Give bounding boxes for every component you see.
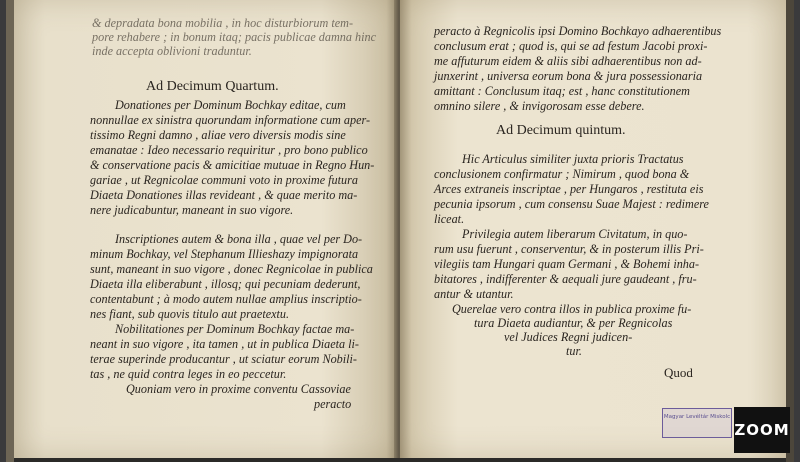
book-edge-right bbox=[786, 0, 794, 462]
right-line: conclusionem confirmatur ; Nimirum , quod bona & bbox=[434, 167, 690, 181]
left-line: Donationes per Dominum Bochkay editae, cum bbox=[115, 98, 346, 112]
right-line: amittant : Conclusum itaq; est , hanc constitutionem bbox=[434, 84, 690, 98]
left-line: neant in suo vigore , ita tamen , ut in publica Diaeta li- bbox=[90, 337, 359, 351]
left-line: pore rehabere ; in bonum itaq; pacis publicae damna hinc bbox=[92, 30, 376, 44]
right-line: peracto à Regnicolis ipsi Domino Bochkayo adhaerentibus bbox=[434, 24, 722, 38]
right-line: Hic Articulus similiter juxta prioris Tractatus bbox=[462, 152, 684, 166]
right-line: tur. bbox=[566, 344, 582, 358]
left-line: contentabunt ; à modo autem nullae amplius inscriptio- bbox=[90, 292, 362, 306]
left-line: & depradata bona mobilia , in hoc disturbiorum tem- bbox=[92, 16, 354, 30]
zoom-logo[interactable]: ZOOM bbox=[734, 407, 790, 453]
left-line: gariae , ut Regnicolae communi voto in proxime futura bbox=[90, 173, 358, 187]
left-line: inde accepta oblivioni traduntur. bbox=[92, 44, 252, 58]
left-line: nes fiant, sub quovis titulo aut praetextu. bbox=[90, 307, 290, 321]
book-edge-left bbox=[6, 0, 14, 462]
left-line: nonnullae ex sinistra quorundam informatione cum aper- bbox=[90, 113, 371, 127]
left-line: Inscriptiones autem & bona illa , quae vel per Do- bbox=[115, 232, 363, 246]
right-line: vel Judices Regni judicen- bbox=[504, 330, 633, 344]
catchword: peracto bbox=[314, 397, 352, 411]
catchword: Quod bbox=[664, 365, 693, 380]
left-line: Diaeta Donationes illas revideant , & quae merito ma- bbox=[90, 188, 358, 202]
left-line: tissimo Regni damno , aliae vero diversis modis sine bbox=[90, 128, 346, 142]
right-line: Arces extraneis inscriptae , per Hungaros , restituta eis bbox=[434, 182, 704, 196]
right-line: pecunia ipsorum , cum consensu Suae Majest : redimere bbox=[434, 197, 709, 211]
right-line: antur & utantur. bbox=[434, 287, 514, 301]
right-line: bitatores , indifferenter & aequali jure gaudeant , fru- bbox=[434, 272, 697, 286]
left-line: nere judicabuntur, maneant in suo vigore. bbox=[90, 203, 294, 217]
left-line: & conservatione pacis & amicitiae mutuae in Regno Hun- bbox=[90, 158, 375, 172]
left-line: terae superinde producantur , ut sciatur eorum Nobili- bbox=[90, 352, 357, 366]
right-line: tura Diaeta audiantur, & per Regnicolas bbox=[474, 316, 673, 330]
right-line: rum usu fuerunt , conserventur, & in posterum illis Pri- bbox=[434, 242, 704, 256]
right-line: vilegiis tam Hungari quam Germani , & Bohemi inha- bbox=[434, 257, 700, 271]
section-heading: Ad Decimum quintum. bbox=[496, 123, 626, 138]
right-line: junxerint , universa eorum bona & jura possessionaria bbox=[434, 69, 703, 83]
left-line: Diaeta illa eliberabunt , illosq; qui pecuniam dederunt, bbox=[90, 277, 361, 291]
right-line: me affuturum eidem & aliis sibi adhaerentibus non ad- bbox=[434, 54, 702, 68]
right-line: omnino silere , & invigorosam esse debere. bbox=[434, 99, 645, 113]
archive-stamp: Magyar Levéltár Miskolc bbox=[662, 408, 732, 438]
right-line: Privilegia autem liberarum Civitatum, in quo- bbox=[462, 227, 688, 241]
left-line: Quoniam vero in proxime conventu Cassoviae bbox=[126, 382, 351, 396]
left-line: tas , ne quid contra leges in eo peccetur. bbox=[90, 367, 287, 381]
left-line: sunt, maneant in suo vigore , donec Regnicolae in publica bbox=[90, 262, 373, 276]
right-line: conclusum erat ; quod is, qui se ad festum Jacobi proxi- bbox=[434, 39, 708, 53]
section-heading: Ad Decimum Quartum. bbox=[146, 79, 279, 94]
right-line: Querelae vero contra illos in publica proxime fu- bbox=[452, 302, 692, 316]
right-line: liceat. bbox=[434, 212, 465, 226]
left-line: minum Bochkay, vel Stephanum Illieshazy impignorata bbox=[90, 247, 359, 261]
left-line: Nobilitationes per Dominum Bochkay factae ma- bbox=[115, 322, 355, 336]
left-line: emanatae : Ideo necessario requiritur , pro bono publico bbox=[90, 143, 368, 157]
